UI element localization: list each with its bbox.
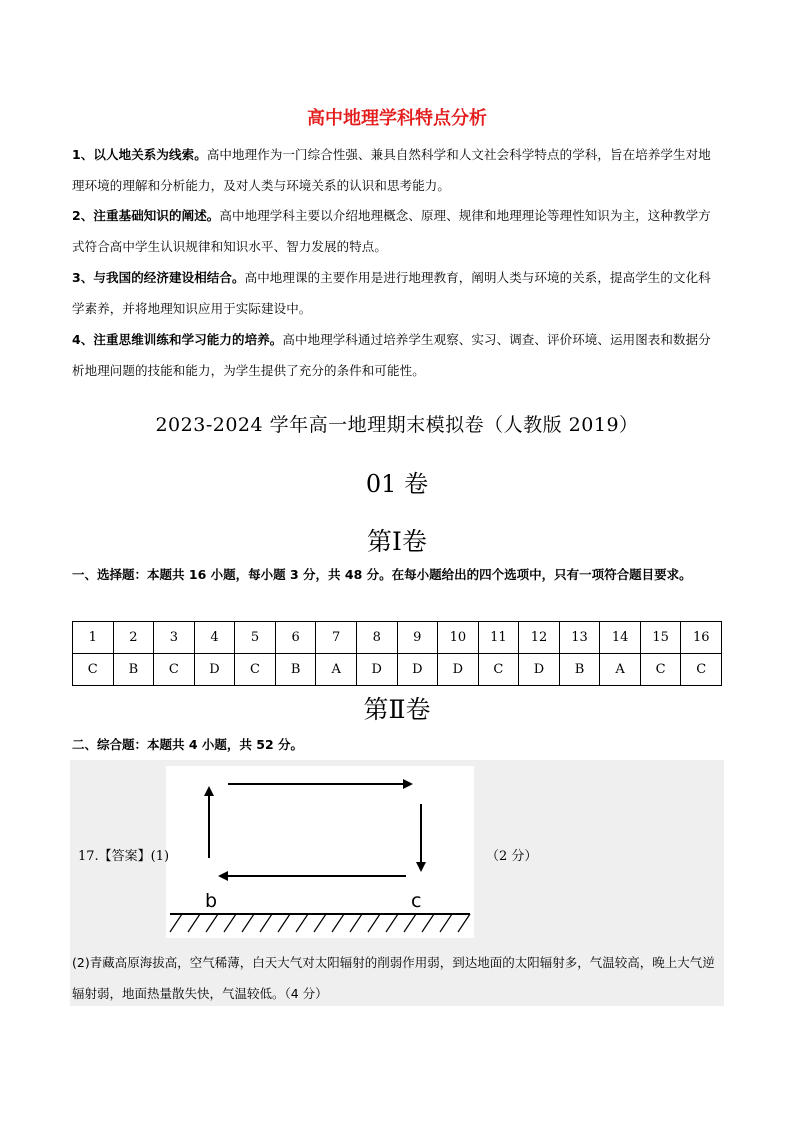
answer-table-number-row — [73, 622, 722, 654]
answer-key-cell: B — [113, 654, 154, 686]
answer-key-cell: C — [154, 654, 195, 686]
exam-title: 2023-2024 学年高一地理期末模拟卷（人教版 2019） — [155, 414, 639, 436]
question-number-cell: 7 — [316, 622, 357, 654]
intro-heading-4: 4、注重思维训练和学习能力的培养。 — [72, 332, 283, 347]
answer-key-cell: B — [559, 654, 600, 686]
answer-key-cell: A — [316, 654, 357, 686]
answer-key-cell: C — [681, 654, 722, 686]
question-number-cell: 3 — [154, 622, 195, 654]
circulation-diagram — [166, 766, 474, 938]
intro-paragraph-2 — [72, 200, 723, 262]
question-number-cell: 4 — [194, 622, 235, 654]
answer-17-prefix: 17.【答案】(1) — [78, 849, 170, 864]
question-number-cell: 2 — [113, 622, 154, 654]
answer-17-score: （2 分） — [486, 849, 538, 864]
intro-heading-2: 2、注重基础知识的阐述。 — [72, 208, 220, 223]
section-two-desc: ：本题共 4 小题，共 52 分。 — [134, 737, 304, 752]
intro-heading-1: 1、以人地关系为线索。 — [72, 147, 207, 162]
answer-key-cell: A — [600, 654, 641, 686]
section-two-instructions — [72, 729, 732, 760]
intro-paragraph-4 — [72, 324, 723, 386]
question-number-cell: 10 — [438, 622, 479, 654]
question-number-cell: 11 — [478, 622, 519, 654]
answer-key-cell: C — [640, 654, 681, 686]
volume-title: 01 卷 — [365, 470, 429, 498]
intro-paragraph-3 — [72, 262, 723, 324]
answer-key-cell: D — [356, 654, 397, 686]
point-b-label: b — [205, 890, 218, 912]
ground-hatching — [170, 914, 470, 932]
section-one-desc: ：本题共 16 小题，每小题 3 分，共 48 分。在每小题给出的四个选项中，只有一项符合题目要求。 — [134, 567, 692, 582]
answer-key-cell: C — [235, 654, 276, 686]
answer-table-key-row — [73, 654, 722, 686]
section-one-instructions — [72, 559, 732, 590]
page-header-title: 高中地理学科特点分析 — [307, 108, 487, 129]
intro-text-3: 高中地理课的主要作用是进行地理教育，阐明人类与环境的关系，提高学生的文化科学素养，并将地理知识应用于实际建设中。 — [72, 270, 711, 316]
intro-paragraph-1 — [72, 139, 723, 201]
intro-text-4: 高中地理学科通过培养学生观察、实习、调查、评价环境、运用图表和数据分析地理问题的技能和能力，为学生提供了充分的条件和可能性。 — [72, 332, 711, 378]
answer-table — [72, 621, 722, 686]
question-number-cell: 1 — [73, 622, 114, 654]
intro-heading-3: 3、与我国的经济建设相结合。 — [72, 270, 245, 285]
circulation-diagram-svg — [166, 766, 474, 938]
question-number-cell: 5 — [235, 622, 276, 654]
question-number-cell: 14 — [600, 622, 641, 654]
answer-17-part2: (2)青藏高原海拔高，空气稀薄，白天大气对太阳辐射的削弱作用弱，到达地面的太阳辐射多，气温较高，晚上大气逆辐射弱，地面热量散失快，气温较低。（4 分） — [72, 955, 715, 1001]
answer-key-cell: D — [519, 654, 560, 686]
question-number-cell: 9 — [397, 622, 438, 654]
question-number-cell: 15 — [640, 622, 681, 654]
answer-key-cell: C — [73, 654, 114, 686]
answer-key-cell: D — [438, 654, 479, 686]
part-two-title: 第Ⅱ卷 — [363, 695, 431, 724]
intro-text-2: 高中地理学科主要以介绍地理概念、原理、规律和地理理论等理性知识为主，这种教学方式符合高中学生认识规律和知识水平、智力发展的特点。 — [72, 208, 711, 254]
question-number-cell: 6 — [275, 622, 316, 654]
question-number-cell: 13 — [559, 622, 600, 654]
part-one-title: 第Ⅰ卷 — [367, 527, 427, 556]
intro-text-1: 高中地理作为一门综合性强、兼具自然科学和人文社会科学特点的学科，旨在培养学生对地理环境的理解和分析能力，及对人类与环境关系的认识和思考能力。 — [72, 147, 711, 193]
answer-key-cell: D — [397, 654, 438, 686]
question-number-cell: 16 — [681, 622, 722, 654]
section-two-label: 二、综合题 — [72, 737, 135, 752]
answer-key-cell: B — [275, 654, 316, 686]
question-number-cell: 12 — [519, 622, 560, 654]
point-c-label: c — [411, 890, 422, 912]
answer-key-cell: D — [194, 654, 235, 686]
section-one-label: 一、选择题 — [72, 567, 135, 582]
answer-key-cell: C — [478, 654, 519, 686]
question-number-cell: 8 — [356, 622, 397, 654]
